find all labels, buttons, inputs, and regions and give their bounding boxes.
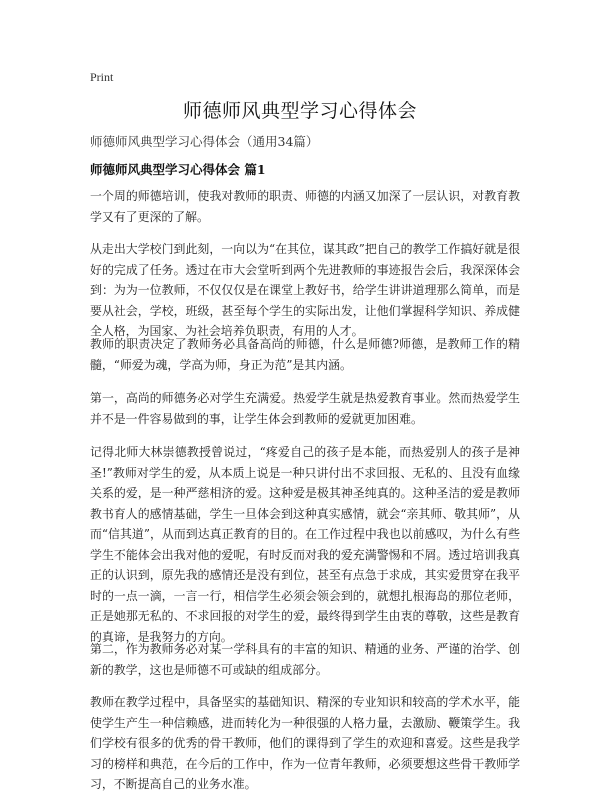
paragraph-1: 一个周的师德培训，使我对教师的职责、师德的内涵又加深了一层认识，对教育教学又有了更深的了解。 (90, 189, 520, 224)
paragraph-4: 第一，高尚的师德务必对学生充满爱。热爱学生就是热爱教育事业。然而热爱学生并不是一件容易做到的事，让学生体会到教师的爱就更加困难。 (90, 391, 520, 426)
paragraph-5: 记得北师大林崇德教授曾说过，“疼爱自己的孩子是本能，而热爱别人的孩子是神圣!”教师对学生的爱，从本质上说是一种只讲付出不求回报、无私的、且没有血缘关系的爱，是一种严慈相济的爱。这种爱是极其神圣纯真的。这种圣洁的爱是教师教书育人的感情基础，学生一旦体会到这种真实感情，就会“亲其师、敬其师”，从而“信其道”，从而到达真正教育的目的。在工作过程中我也以前感叹，为什么有些学生不能体会出我对他的爱呢，有时反而对我的爱充满警惕和不屑。透过培训我真正的认识到，原先我的感情还是没有到位，甚至有点急于求成，其实爱贯穿在我平时的一点一滴，一言一行，相信学生必须会领会到的，就想扎根海岛的那位老师，正是她那无私的、不求回报的对学生的爱，最终得到学生由衷的尊敬，这些是教育的真谛，是我努力的方向。 (90, 445, 520, 644)
print-label: Print (90, 70, 114, 84)
paragraph-2: 从走出大学校门到此刻，一向以为“在其位，谋其政”把自己的教学工作搞好就是很好的完成了任务。透过在市大会堂听到两个先进教师的事迹报告会后，我深深体会到：为为一位教师，不仅仅仅是在课堂上教好书，给学生讲讲道理那么简单，而是要从社会，学校，班级，甚至每个学生的实际出发，让他们掌握科学知识、养成健全人格，为国家、为社会培养负职责，有用的人才。 (90, 242, 520, 338)
document-title: 师德师风典型学习心得体会 (182, 100, 417, 122)
paragraph-7: 教师在教学过程中，具备坚实的基础知识、精深的专业知识和较高的学术水平，能使学生产生一种信赖感，进而转化为一种很强的人格力量，去激励、鞭策学生。我们学校有很多的优秀的骨干教师，他们的课得到了学生的欢迎和喜爱。这些是我学习的榜样和典范，在今后的工作中，作为一位青年教师，必须要想这些骨干教师学习，不断提高自己的业务水准。 (90, 695, 520, 791)
paragraph-6: 第二，作为教师务必对某一学科具有的丰富的知识、精通的业务、严谨的治学、创新的教学，这也是师德不可或缺的组成部分。 (90, 642, 520, 677)
document-subtitle: 师德师风典型学习心得体会（通用34篇） (90, 134, 319, 149)
paragraph-3: 教师的职责决定了教师务必具备高尚的师德，什么是师德?师德，是教师工作的精髓，“师爱为魂，学高为师，身正为范”是其内涵。 (90, 337, 520, 372)
section-heading: 师德师风典型学习心得体会 篇1 (90, 162, 266, 177)
